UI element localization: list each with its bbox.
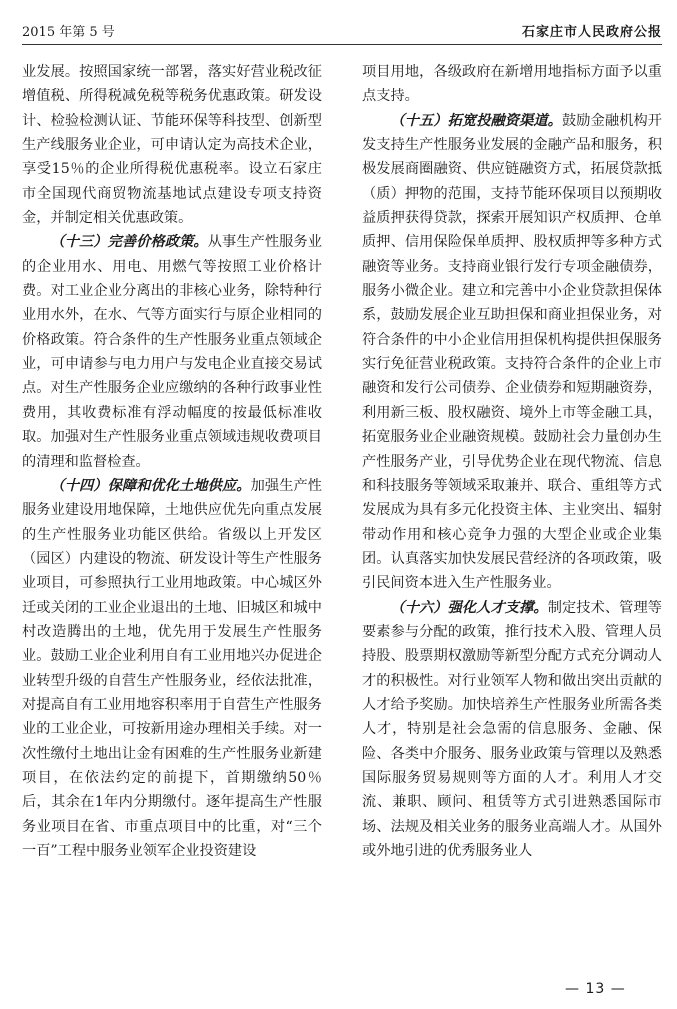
paragraph-body: 加强生产性服务业建设用地保障，土地供应优先向重点发展的生产性服务业功能区供给。省级以上开发区（园区）内建设的物流、研发设计等生产性服务业项目，可参照执行工业用地政策。中心城区外迁或关闭的工业企业退出的土地、旧城区和城中村改造腾出的土地，优先用于发展生产性服务业。鼓励工业企业利用自有工业用地兴办促进企业转型升级的自营生产性服务业，经依法批准，对提高自有工业用地容积率用于自营生产性服务业的工业企业，可按新用途办理相关手续。对一次性缴付土地出让金有困难的生产性服务业新建项目，在依法约定的前提下，首期缴纳50％后，其余在1年内分期缴付。逐年提高生产性服务业项目在省、市重点项目中的比重，对“三个一百”工程中服务业领军企业投资建设 [22, 477, 322, 859]
right-column [362, 60, 662, 863]
section-heading-13: （十三）完善价格政策。 [50, 234, 208, 251]
page-header [22, 22, 662, 45]
paragraph-talent [362, 596, 662, 864]
paragraph-body: 从事生产性服务业的企业用水、用电、用燃气等按照工业价格计费。对工业企业分离出的非核心业务，除特种行业用水外，在水、气等方面实行与原企业相同的价格政策。符合条件的生产性服务业重点领域企业，可申请参与电力用户与发电企业直接交易试点。对生产性服务企业应缴纳的各种行政事业性费用，其收费标准有浮动幅度的按最低标准收取。加强对生产性服务业重点领域违规收费项目的清理和监督检查。 [22, 234, 322, 470]
left-column [22, 60, 322, 863]
issue-label: 2015 年第 5 号 [22, 25, 115, 40]
publication-title: 石家庄市人民政府公报 [521, 25, 662, 40]
paragraph-body: 制定技术、管理等要素参与分配的政策，推行技术入股、管理人员持股、股票期权激励等新型分配方式充分调动人才的积极性。对行业领军人物和做出突出贡献的人才给予奖励。加快培养生产性服务业所需各类人才，特别是社会急需的信息服务、金融、保险、各类中介服务、服务业政策与管理以及熟悉国际服务贸易规则等方面的人才。利用人才交流、兼职、顾问、租赁等方式引进熟悉国际市场、法规及相关业务的服务业高端人才。从国外或外地引进的优秀服务业人 [362, 599, 662, 859]
section-heading-15: （十五）拓宽投融资渠道。 [390, 112, 562, 129]
paragraph-price-policy [22, 230, 322, 473]
paragraph-body: 鼓励金融机构开发支持生产性服务业发展的金融产品和服务，积极发展商圈融资、供应链融资方式，拓展贷款抵（质）押物的范围，支持节能环保项目以预期收益质押获得贷款，探索开展知识产权质押、仓单质押、信用保险保单质押、股权质押等多种方式融资等业务。支持商业银行发行专项金融债券，服务小微企业。建立和完善中小企业贷款担保体系，鼓励发展企业互助担保和商业担保业务，对符合条件的中小企业信用担保机构提供担保服务实行免征营业税政策。支持符合条件的企业上市融资和发行公司债券、企业债券和短期融资券，利用新三板、股权融资、境外上市等金融工具，拓宽服务业企业融资规模。鼓励社会力量创办生产性服务产业，引导优势企业在现代物流、信息和科技服务等领域采取兼并、联合、重组等方式发展成为具有多元化投资主体、主业突出、辐射带动作用和核心竞争力强的大型企业或企业集团。认真落实加快发展民营经济的各项政策，吸引民间资本进入生产性服务业。 [362, 112, 662, 592]
paragraph-land-supply [22, 474, 322, 864]
page-number: — 13 — [565, 981, 626, 997]
paragraph-tax-policy: 业发展。按照国家统一部署，落实好营业税改征增值税、所得税减免税等税务优惠政策。研发设计、检验检测认证、节能环保等科技型、创新型生产线服务业企业，可申请认定为高技术企业，享受15％的企业所得税优惠税率。设立石家庄市全国现代商贸物流基地试点建设专项支持资金，并制定相关优惠政策。 [22, 64, 322, 227]
paragraph-land-support: 项目用地，各级政府在新增用地指标方面予以重点支持。 [362, 64, 662, 105]
paragraph-financing [362, 109, 662, 596]
section-heading-16: （十六）强化人才支撑。 [390, 599, 548, 616]
section-heading-14: （十四）保障和优化土地供应。 [50, 477, 251, 494]
